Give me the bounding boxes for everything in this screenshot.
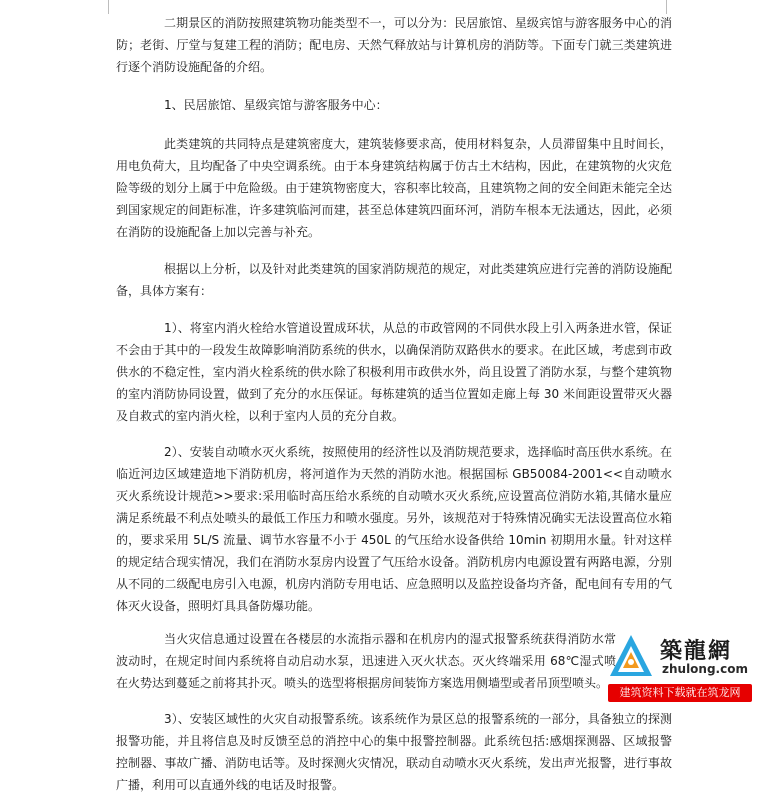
watermark-site: zhulong.com <box>662 662 748 676</box>
paragraph-item-3: 3）、安装区域性的火灾自动报警系统。该系统作为景区总的报警系统的一部分，具备独立的探测报警功能，并且将信息及时反馈至总的消控中心的集中报警控制器。此系统包括:感烟探测器、区域报警控制器、事故广播、消防电话等。及时探测火灾情况，联动自动喷水灭火系统，发出声光报警，进行事故广播，利用可以直通外线的电话及时报警。 <box>116 712 672 792</box>
watermark-banner: 建筑资料下载就在筑龙网 <box>608 684 752 702</box>
left-margin-mark <box>108 0 109 14</box>
paragraph-intro: 二期景区的消防按照建筑物功能类型不一，可以分为：民居旅馆、星级宾馆与游客服务中心的消防；老街、厅堂与复建工程的消防；配电房、天然气释放站与计算机房的消防等。下面专门就三类建筑进行逐个消防设施配备的介绍。 <box>116 16 672 74</box>
watermark-brand: 築龍網 <box>660 638 733 664</box>
paragraph-building-features: 此类建筑的共同特点是建筑密度大，建筑装修要求高，使用材料复杂，人员滞留集中且时间长，用电负荷大，且均配备了中央空调系统。由于本身建筑结构属于仿古土木结构，因此，在建筑物的火灾危险等级的划分上属于中危险级。由于建筑物密度大，容积率比较高，且建筑物之间的安全间距未能完全达到国家规定的间距标准，许多建筑临河而建，甚至总体建筑四面环河，消防车根本无法通达，因此，必须在消防的设施配备上加以完善与补充。 <box>116 137 672 239</box>
zhulong-logo-icon <box>606 632 656 682</box>
heading-section-1: 1、民居旅馆、星级宾馆与游客服务中心： <box>164 98 388 112</box>
paragraph-item-1: 1）、将室内消火栓给水管道设置成环状，从总的市政管网的不同供水段上引入两条进水管，保证不会由于其中的一段发生故障影响消防系统的供水，以确保消防双路供水的要求。在此区域，考虑到市政供水的不稳定性，室内消火栓系统的供水除了积极利用市政供水外，尚且设置了消防水泵，与整个建筑物的室内消防协同设置，做到了充分的水压保证。每栋建筑的适当位置如走廊上每 30 米间距设置带灭火器及自救式的室内消火栓，以利于室内人员的充分自救。 <box>116 321 672 423</box>
paragraph-analysis: 根据以上分析，以及针对此类建筑的国家消防规范的规定，对此类建筑应进行完善的消防设施配备，具体方案有： <box>116 262 672 298</box>
paragraph-alarm-response: 当火灾信息通过设置在各楼层的水流指示器和在机房内的湿式报警系统获得消防水常波动时，在规定时间内系统将自动启动水泵，迅速进入灭火状态。灭火终端采用 68℃湿式喷在火势达到蔓延之前将其扑灭。喷头的选型将根据房间装饰方案选用侧墙型或者吊顶型喷头。 <box>116 632 616 690</box>
paragraph-item-2: 2）、安装自动喷水灭火系统，按照使用的经济性以及消防规范要求，选择临时高压供水系统。在临近河边区域建造地下消防机房，将河道作为天然的消防水池。根据国标 GB50084-2001<<自动喷水灭火系统设计规范>>要求:采用临时高压给水系统的自动喷水灭火系统,应设置高位消防水箱,其储水量应满足系统最不利点处喷头的最低工作压力和喷水强度。另外，该规范对于特殊情况确实无法设置高位水箱的，要求采用 5L/S 流量、调节水容量不小于 450L 的气压给水设备供给 10min 初期用水量。针对这样的规定结合现实情况，我们在消防水泵房内设置了气压给水设备。消防机房内电源设置有两路电源，分别从不同的二级配电房引入电源，机房内消防专用电话、应急照明以及监控设备均齐备，配电间有专用的气体灭火设备，照明灯具具备防爆功能。 <box>116 445 672 613</box>
zhulong-watermark <box>606 632 754 704</box>
